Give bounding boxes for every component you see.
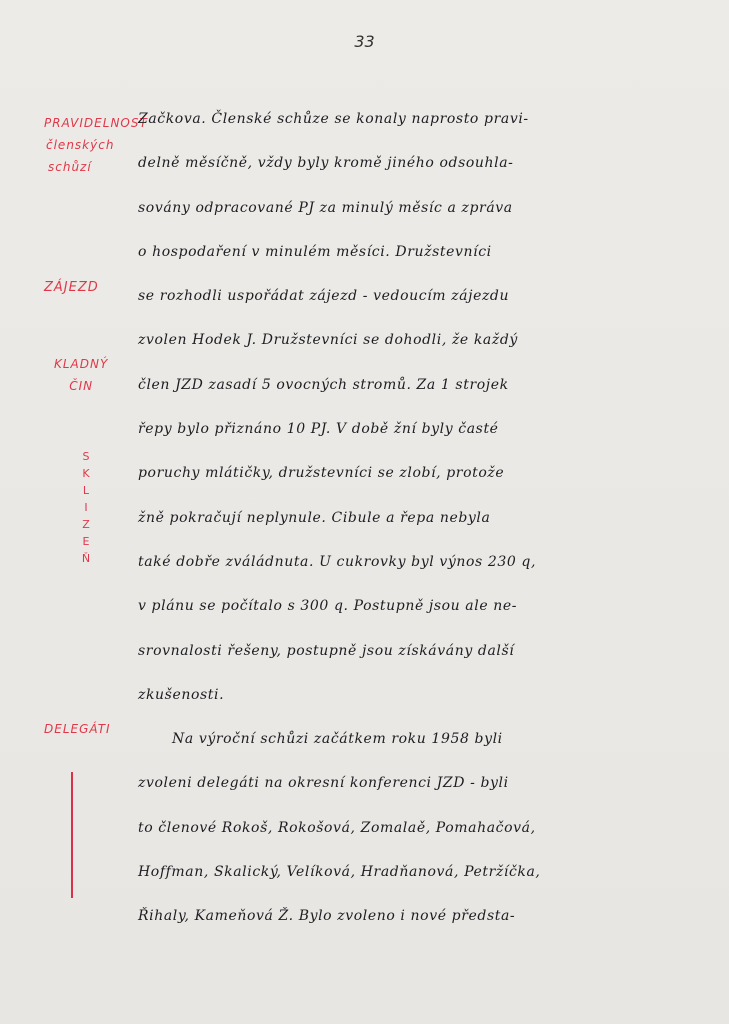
margin-note-kladny-cin	[54, 353, 108, 397]
text-line: sovány odpracované PJ za minulý měsíc a zpráva	[138, 199, 513, 216]
margin-note-letter: Ň	[81, 552, 91, 565]
text-line: to členové Rokoš, Rokošová, Zomalaě, Pomahačová,	[138, 819, 536, 836]
margin-vertical-bar	[71, 772, 73, 898]
text-line: Začkova. Členské schůze se konaly naprosto pravi-	[138, 111, 529, 127]
text-line: řepy bylo přiznáno 10 PJ. V době žní byly časté	[138, 421, 499, 438]
text-line: se rozhodli uspořádat zájezd - vedoucím zájezdu	[138, 288, 510, 305]
text-line: Řihaly, Kameňová Ž. Bylo zvoleno i nové předsta-	[138, 908, 516, 925]
margin-note-letter: S	[82, 450, 90, 463]
text-line: zvoleni delegáti na okresní konferenci JZD - byli	[138, 775, 509, 792]
text-line: delně měsíčně, vždy byly kromě jiného odsouhla-	[138, 155, 514, 172]
margin-note-line: ZÁJEZD	[44, 280, 99, 295]
margin-note-line: schůzí	[48, 160, 92, 174]
text-line: srovnalosti řešeny, postupně jsou získávány další	[138, 642, 515, 659]
page-number: 33	[354, 32, 375, 51]
margin-note-line: členských	[46, 138, 115, 152]
margin-note-line: PRAVIDELNOST	[44, 116, 148, 130]
margin-note-letter: Z	[82, 518, 90, 531]
text-line: také dobře zváládnuta. U cukrovky byl výnos 230 q,	[138, 553, 537, 570]
margin-note-letter: I	[84, 501, 88, 514]
margin-note-line: KLADNÝ	[54, 357, 109, 371]
margin-note-letter: L	[82, 484, 90, 497]
text-line: o hospodaření v minulém měsíci. Družstevníci	[138, 243, 492, 260]
margin-note-letter: E	[82, 535, 90, 548]
text-line: člen JZD zasadí 5 ovocných stromů. Za 1 strojek	[138, 376, 509, 393]
text-line: v plánu se počítalo s 300 q. Postupně jsou ale ne-	[138, 598, 518, 615]
margin-note-delegati	[44, 718, 111, 740]
text-line: zkušenosti.	[138, 686, 225, 703]
body-text	[138, 104, 658, 946]
margin-note-line: DELEGÁTI	[44, 722, 111, 736]
text-line: poruchy mlátičky, družstevníci se zlobí, protože	[138, 465, 505, 482]
margin-note-line: ČIN	[69, 379, 94, 393]
margin-note-zajezd	[44, 277, 99, 299]
text-line: žně pokračují neplynule. Cibule a řepa nebyla	[138, 509, 491, 526]
margin-note-letter: K	[82, 467, 90, 480]
text-line: zvolen Hodek J. Družstevníci se dohodli, že každý	[138, 332, 518, 349]
margin-note-pravidelnost	[44, 112, 148, 178]
text-line: Hoffman, Skalický, Velíková, Hradňanová, Petržíčka,	[138, 864, 541, 881]
text-line: Na výroční schůzi začátkem roku 1958 byli	[172, 731, 503, 748]
margin-note-sklizen	[76, 448, 96, 567]
